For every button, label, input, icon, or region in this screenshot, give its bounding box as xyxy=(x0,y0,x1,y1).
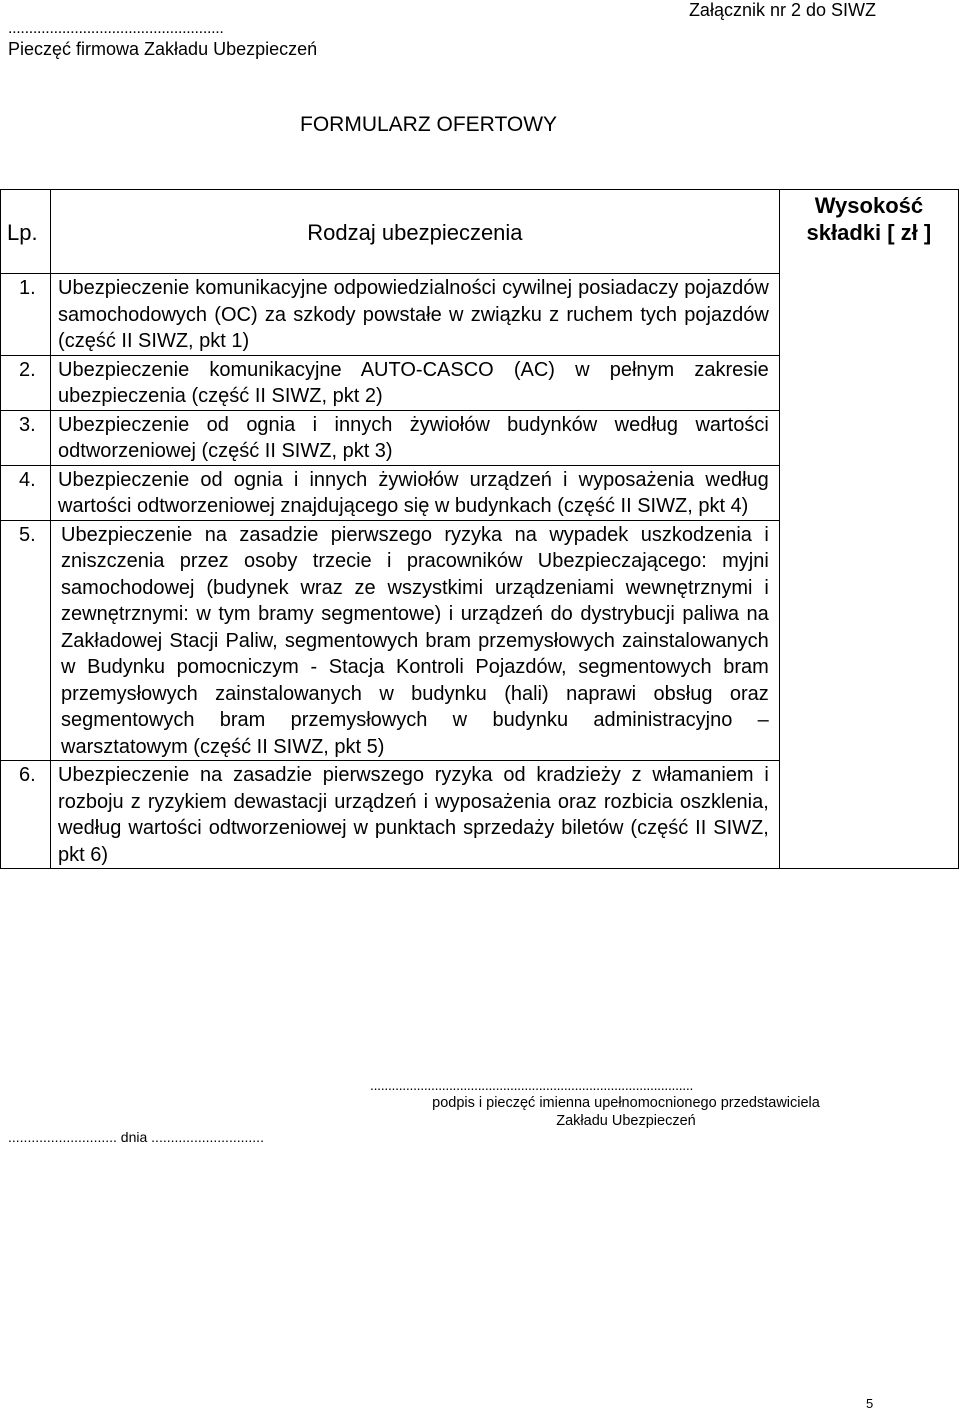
attachment-label: Załącznik nr 2 do SIWZ xyxy=(688,0,876,20)
row-insurance-type: Ubezpieczenie na zasadzie pierwszego ryzyka od kradzieży z włamaniem i rozboju z ryzykiem dewastacji urządzeń i wyposażenia oraz rozbicia oszklenia, według wartości odtworzeniowej w punktach sprzedaży biletów (część II SIWZ, pkt 6) xyxy=(51,761,780,869)
row-number: 1. xyxy=(1,274,51,356)
page-title: FORMULARZ OFERTOWY xyxy=(300,113,558,136)
row-insurance-type: Ubezpieczenie na zasadzie pierwszego ryzyka na wypadek uszkodzenia i zniszczenia przez osoby trzecie i pracowników Ubezpieczającego: myjni samochodowej (budynek wraz ze wszystkimi urządzeniami wewnętrznymi i zewnętrznymi: w tym bramy segmentowe) i urządzeń do dystrybucji paliwa na Zakładowej Stacji Paliw, segmentowych bram przemysłowych zainstalowanych w Budynku pomocniczym - Stacja Kontroli Pojazdów, segmentowych bram przemysłowych zainstalowanych w budynku (hali) naprawi obsług oraz segmentowych bram przemysłowych w budynku administracyjno – warsztatowym (część II SIWZ, pkt 5) xyxy=(51,520,780,761)
header-premium-amount: Wysokość składki [ zł ] xyxy=(779,190,958,869)
page-number: 5 xyxy=(866,1396,874,1411)
signature-label-line-1: podpis i pieczęć imienna upełnomocnionego przedstawiciela xyxy=(432,1095,820,1111)
header-lp: Lp. xyxy=(1,190,51,274)
header-insurance-type: Rodzaj ubezpieczenia xyxy=(51,190,780,274)
stamp-label: Pieczęć firmowa Zakładu Ubezpieczeń xyxy=(8,39,318,59)
row-number: 2. xyxy=(1,355,51,410)
row-number: 6. xyxy=(1,761,51,869)
signature-label xyxy=(370,1094,882,1130)
row-insurance-type: Ubezpieczenie od ognia i innych żywiołów budynków według wartości odtworzeniowej (część II SIWZ, pkt 3) xyxy=(51,410,780,465)
date-placeholder: ............................ dnia ............................. xyxy=(8,1129,264,1145)
signature-placeholder-dots: .......................................................................................... xyxy=(370,1077,694,1093)
stamp-placeholder-dots: .................................................... xyxy=(8,20,224,37)
row-number: 5. xyxy=(1,520,51,761)
offer-table xyxy=(0,189,959,869)
signature-label-line-2: Zakładu Ubezpieczeń xyxy=(556,1113,696,1129)
row-number: 3. xyxy=(1,410,51,465)
row-insurance-type: Ubezpieczenie od ognia i innych żywiołów urządzeń i wyposażenia według wartości odtworzeniowej znajdującego się w budynkach (część II SIWZ, pkt 4) xyxy=(51,465,780,520)
row-number: 4. xyxy=(1,465,51,520)
row-insurance-type: Ubezpieczenie komunikacyjne AUTO-CASCO (AC) w pełnym zakresie ubezpieczenia (część II SIWZ, pkt 2) xyxy=(51,355,780,410)
row-insurance-type: Ubezpieczenie komunikacyjne odpowiedzialności cywilnej posiadaczy pojazdów samochodowych (OC) za szkody powstałe w związku z ruchem tych pojazdów (część II SIWZ, pkt 1) xyxy=(51,274,780,356)
table-header-row xyxy=(1,190,959,274)
